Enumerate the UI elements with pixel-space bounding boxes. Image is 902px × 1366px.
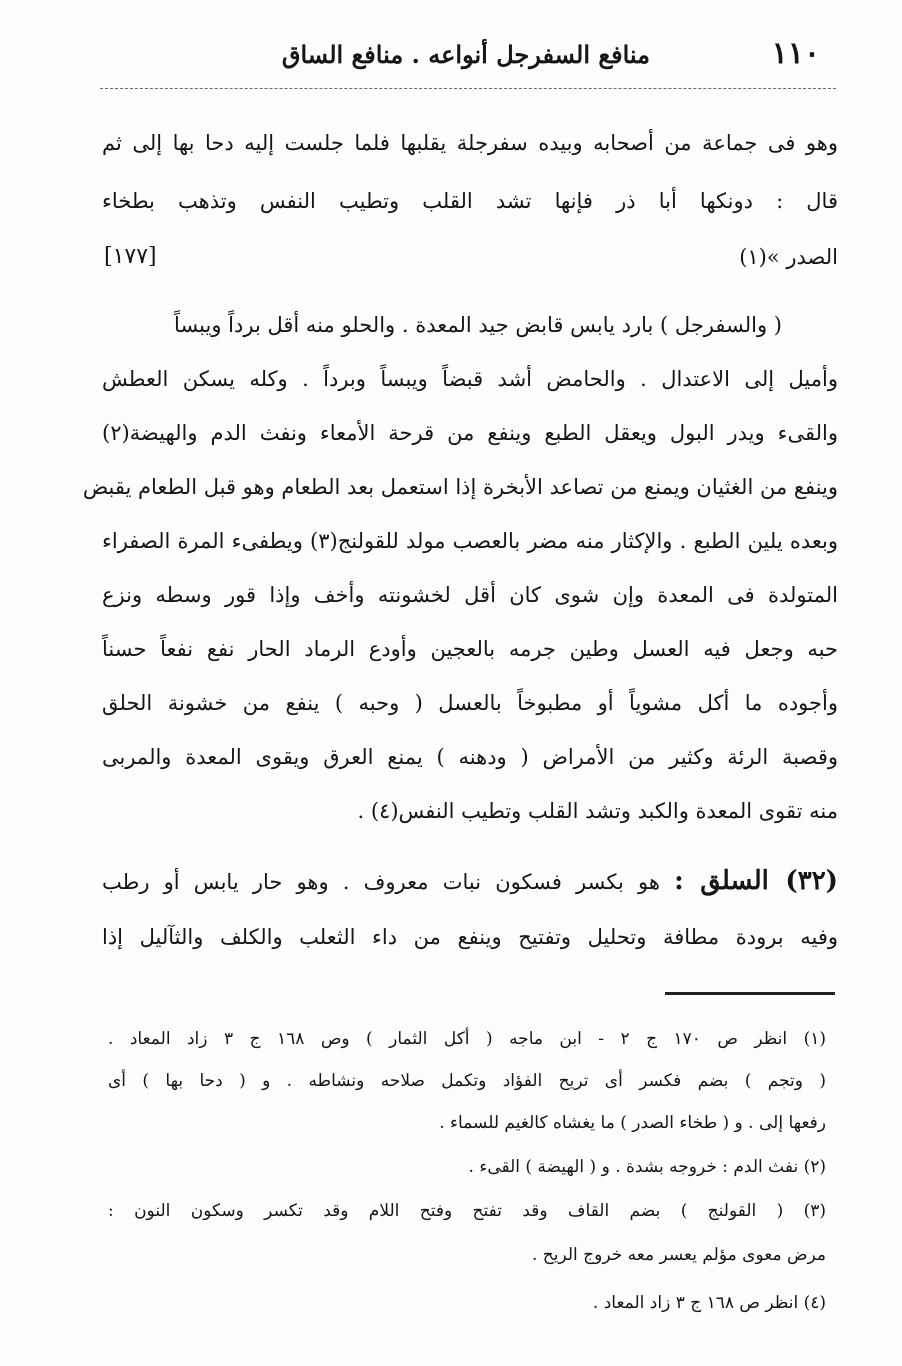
entry-line: وفيه برودة مطافة وتحليل وتفتيح وينفع من داء الثعلب والكلف والثآليل إذا	[102, 925, 838, 949]
body-line: حبه وجعل فيه العسل وطين جرمه بالعجين وأودع الرماد الحار نفع نفعاً حسناً	[102, 637, 838, 661]
body-line: وهو فى جماعة من أصحابه وبيده سفرجلة يقلبها فلما جلست إليه دحا بها إلى ثم	[102, 131, 838, 155]
footnote-line: (١) انظر ص ١٧٠ ج ٢ - ابن ماجه ( أكل الثمار ) وص ١٦٨ ج ٣ زاد المعاد .	[108, 1029, 827, 1049]
reference-number: [١٧٧]	[104, 244, 157, 269]
body-line: وبعده يلين الطبع . والإكثار منه مضر بالعصب مولد للقولنج(٣) ويطفىء المرة الصفراء	[102, 529, 838, 553]
header-rule	[100, 88, 836, 89]
page-header	[100, 36, 820, 80]
entry-first-line	[102, 866, 838, 897]
footnote-line: مرض معوى مؤلم يعسر معه خروج الريح .	[531, 1245, 826, 1265]
footnote-line: ( وتجم ) بضم فكسر أى تريح الفؤاد وتكمل صلاحه ونشاطه . و ( دحا بها ) أى	[108, 1071, 826, 1091]
body-line: الصدر »(١)	[739, 245, 838, 269]
body-line: وقصبة الرئة وكثير من الأمراض ( ودهنه ) يمنع العرق ويقوى المعدة والمربى	[102, 745, 838, 769]
entry-heading: (٣٢) السلق :	[674, 866, 838, 896]
body-line: وأجوده ما أكل مشوياً أو مطبوخاً بالعسل ( وحبه ) ينفع من خشونة الحلق	[102, 691, 838, 715]
footnote-line: (٣) ( القولنج ) بضم القاف وقد تفتح وفتح اللام وقد تكسر وسكون النون :	[108, 1201, 826, 1221]
footnote-line: (٢) نفث الدم : خروجه بشدة . و ( الهيضة ) القىء .	[468, 1157, 826, 1177]
body-line: منه تقوى المعدة والكبد وتشد القلب وتطيب النفس(٤) .	[357, 799, 838, 823]
body-line: وأميل إلى الاعتدال . والحامض أشد قبضاً ويبساً وبرداً . وكله يسكن العطش	[102, 367, 838, 391]
footnote-line: (٤) انظر ص ١٦٨ ج ٣ زاد المعاد .	[592, 1293, 826, 1313]
running-title: منافع السفرجل أنواعه . منافع الساق	[281, 40, 650, 69]
entry-line: هو بكسر فسكون نبات معروف . وهو حار يابس أو رطب	[102, 870, 660, 894]
footnote-rule	[665, 992, 835, 995]
body-line: وينفع من الغثيان ويمنع من تصاعد الأبخرة إذا استعمل بعد الطعام وهو قبل الطعام يقبض	[82, 475, 838, 499]
footnote-line: رفعها إلى . و ( طخاء الصدر ) ما يغشاه كالغيم للسماء .	[439, 1113, 826, 1133]
body-line: والقىء ويدر البول ويعقل الطبع وينفع من قرحة الأمعاء ونفث الدم والهيضة(٢)	[102, 421, 838, 445]
body-line: ( والسفرجل ) بارد يابس قابض جيد المعدة . والحلو منه أقل برداً ويبساً	[174, 313, 782, 337]
page-number: ١١٠	[771, 36, 820, 71]
body-line: المتولدة فى المعدة وإن شوى كان أقل لخشونته وأخف وإذا قور وسطه ونزع	[102, 583, 838, 607]
body-line: قال : دونكها أبا ذر فإنها تشد القلب وتطيب النفس وتذهب بطخاء	[102, 189, 838, 213]
